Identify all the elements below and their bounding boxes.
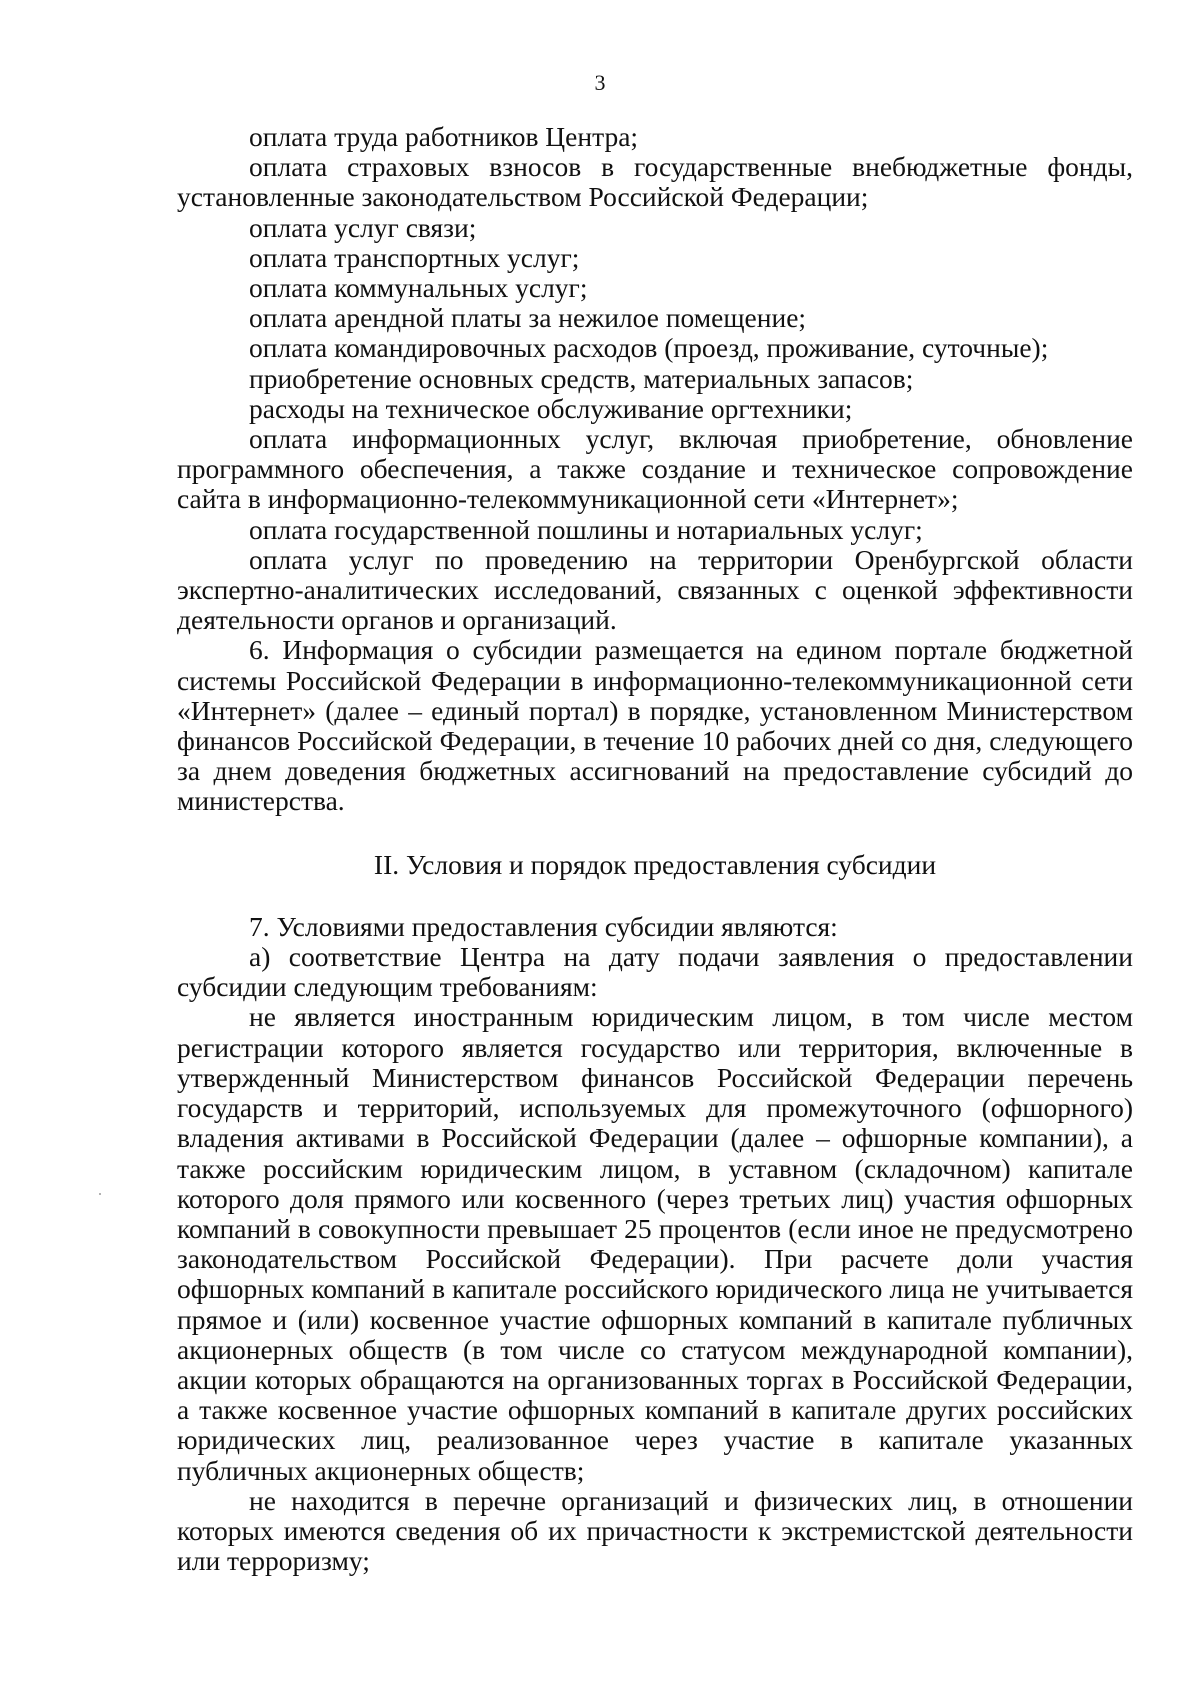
list-item-assets: приобретение основных средств, материальных запасов; — [249, 362, 914, 394]
requirement-offshore: не является иностранным юридическим лицом, в том числе местом регистрации которого является государство или территория, включенные в утвержденный Министерством финансов Российской Федерации перечень государств и территорий, используемых для промежуточного (офшорного) владения активами в Российской Федерации (далее – офшорные компании), а также российским юридическим лицом, в уставном (складочном) капитале которого доля прямого или косвенного (через третьих лиц) участия офшорных компаний в совокупности превышает 25 процентов (если иное не предусмотрено законодательством Российской Федерации). При расчете доли участия офшорных компаний в капитале российского юридического лица не учитывается прямое и (или) косвенное участие офшорных компаний в капитале публичных акционерных обществ (в том числе со статусом международной компании), акции которых обращаются на организованных торгах в Российской Федерации, а также косвенное участие офшорных компаний в капитале других российских юридических лиц, реализованное через участие в капитале указанных публичных акционерных обществ; — [177, 1001, 1133, 1486]
requirement-extremism-list: не находится в перечне организаций и физических лиц, в отношении которых имеются сведения об их причастности к экстремистской деятельности или терроризму; — [177, 1484, 1133, 1577]
list-item-maintenance: расходы на техническое обслуживание оргтехники; — [249, 392, 853, 424]
scan-artifact — [99, 1193, 101, 1195]
paragraph-6: 6. Информация о субсидии размещается на едином портале бюджетной системы Российской Федерации в информационно-телекоммуникационной сети «Интернет» (далее – единый портал) в порядке, установленном Министерством финансов Российской Федерации, в течение 10 рабочих дней со дня, следующего за днем доведения бюджетных ассигнований на предоставление субсидий до министерства. — [177, 634, 1133, 817]
list-item-information-services: оплата информационных услуг, включая приобретение, обновление программного обеспечения, а также создание и техническое сопровождение сайта в информационно-телекоммуникационной сети «Интернет»; — [177, 423, 1133, 515]
list-item-communication: оплата услуг связи; — [249, 211, 477, 243]
list-item-utilities: оплата коммунальных услуг; — [249, 272, 588, 304]
list-item-state-duty: оплата государственной пошлины и нотариальных услуг; — [249, 513, 923, 545]
list-item-research: оплата услуг по проведению на территории Оренбургской области экспертно-аналитических исследований, связанных с оценкой эффективности деятельности органов и организаций. — [177, 543, 1133, 636]
list-item-insurance: оплата страховых взносов в государственные внебюджетные фонды, установленные законодательством Российской Федерации; — [177, 151, 1133, 213]
list-item-travel: оплата командировочных расходов (проезд, проживание, суточные); — [249, 332, 1049, 364]
document-body — [177, 122, 1133, 1576]
page-number: 3 — [594, 70, 606, 95]
list-item-rent: оплата арендной платы за нежилое помещение; — [249, 302, 807, 334]
list-item-labor-pay: оплата труда работников Центра; — [249, 121, 639, 152]
section-heading: II. Условия и порядок предоставления субсидии — [373, 848, 937, 880]
list-item-transport: оплата транспортных услуг; — [249, 241, 580, 273]
paragraph-7: 7. Условиями предоставления субсидии являются: — [249, 910, 838, 942]
paragraph-7a: а) соответствие Центра на дату подачи заявления о предоставлении субсидии следующим требованиям: — [177, 941, 1133, 1003]
